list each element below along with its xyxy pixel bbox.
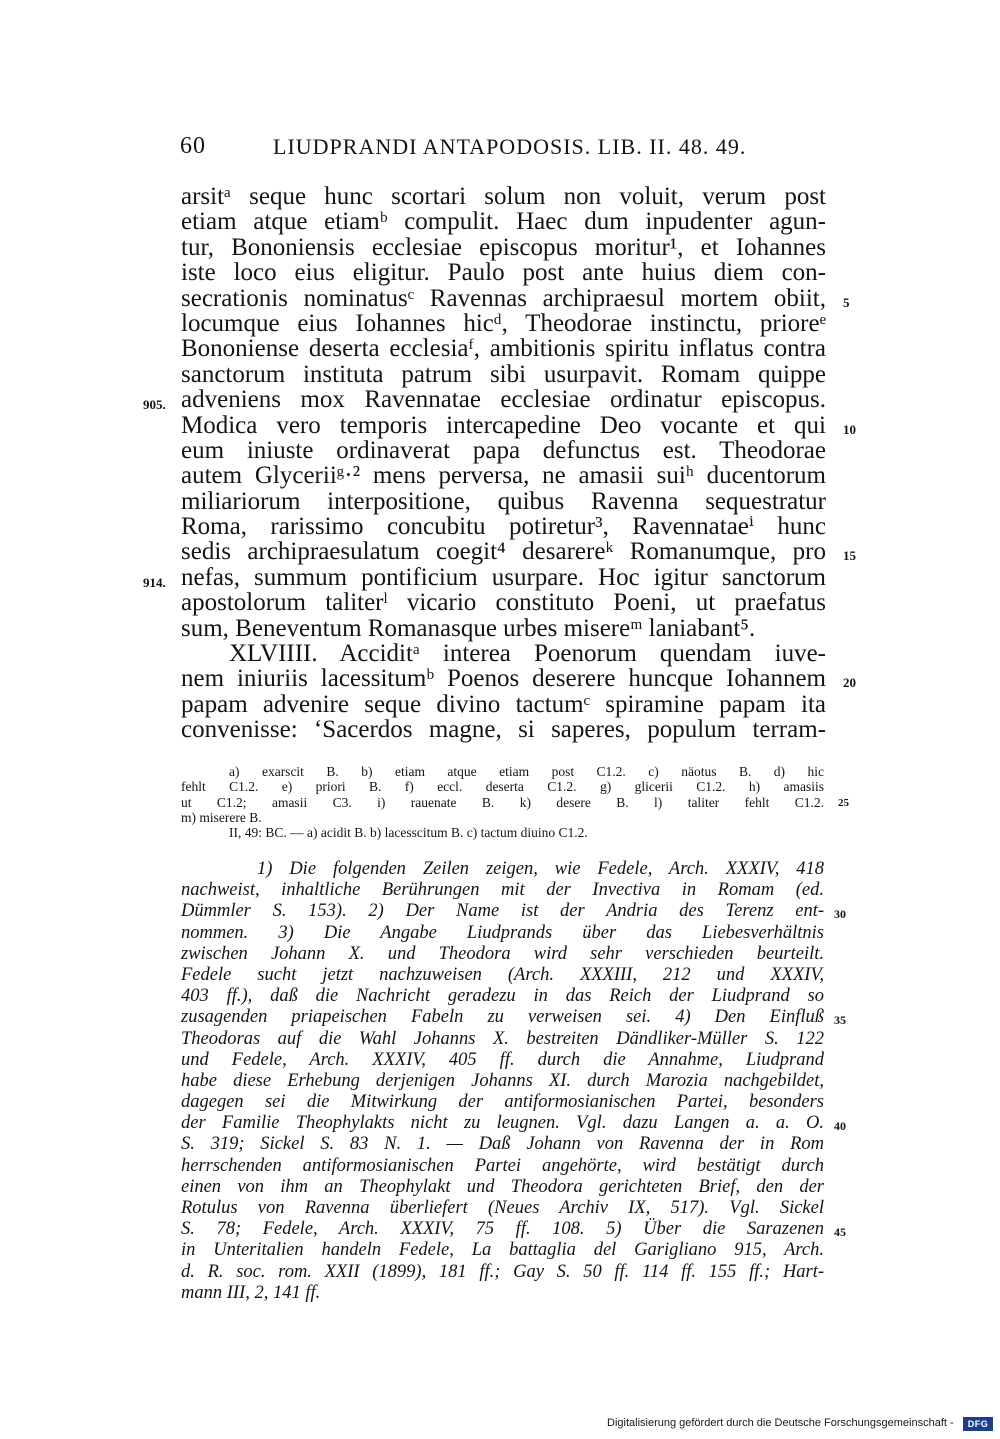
text-line [181,362,826,387]
footnote-line-text: in Unteritalien handeln Fedele, La battaglia del Garigliano 915, Arch. [181,1240,824,1261]
apparatus-line-text: a) exarscit B. b) etiam atque etiam post C1.2. c) näotus B. d) hic [229,764,824,779]
text-line-text: autem Glyceriiᵍ·² mens perversa, ne amasii suiʰ ducentorum [181,462,826,490]
text-line [181,692,826,717]
dfg-logo: DFG [963,1417,993,1431]
digitization-footer [607,1417,995,1433]
apparatus-line-text: fehlt C1.2. e) priori B. f) eccl. deserta C1.2. g) glicerii C1.2. h) amasiis [181,779,824,795]
text-line-text: miliariorum interpositione, quibus Ravenna sequestratur [181,487,826,515]
footnote-line-text: zwischen Johann X. und Theodora wird sehr verschieden beurteilt. [181,943,824,964]
footnote-line-text: einen von ihm an Theophylakt und Theodora gerichteten Brief, den der [181,1176,824,1197]
apparatus-line-text: ut C1.2; amasii C3. i) rauenate B. k) desere B. l) taliter fehlt C1.2. [181,794,824,810]
critical-apparatus [181,764,849,841]
text-line [181,311,826,336]
footnote-line [181,1050,824,1071]
footnote-line [181,965,824,986]
line-number: 10 [843,421,856,437]
footnote-line-text: Fedele sucht jetzt nachzuweisen (Arch. XXXIII, 212 und XXXIV, [181,964,824,985]
footnote-line [181,1113,846,1134]
line-number: 20 [843,675,856,691]
footnote-line [181,1219,846,1240]
text-line [181,438,826,463]
text-line-text: convenisse: ‘Sacerdos magne, si saperes, populum terram- [181,716,826,744]
footnote-line-text: der Familie Theophylakts nicht zu leugnen. Vgl. dazu Langen a. a. O. [181,1113,824,1134]
line-number: 5 [843,294,850,310]
line-number: 35 [834,1013,846,1028]
apparatus-line-text: m) miserere B. [181,809,262,825]
footnote-line [181,1007,846,1028]
footnote-line-text: nachweist, inhaltliche Berührungen mit der Invectiva in Romam (ed. [181,880,824,901]
apparatus-line [181,810,824,825]
footnote-line [181,880,824,901]
apparatus-line [181,794,849,810]
text-line [143,563,826,591]
text-line [181,665,856,693]
footnote-line-text: Dümmler S. 153). 2) Der Name ist der Andria des Terenz ent- [181,901,824,922]
text-line-text: secrationis nominatusᶜ Ravennas archipraesul mortem obiit, [181,284,826,312]
text-line-text: papam advenire seque divino tactumᶜ spiramine papam ita [181,690,826,718]
footnote-line-text: nommen. 3) Die Angabe Liudprands über das Liebesverhältnis [181,922,824,943]
footnote-line-text: mann III, 2, 141 ff. [181,1282,321,1303]
running-title: LIUDPRANDI ANTAPODOSIS. LIB. II. 48. 49. [273,134,747,159]
text-line-text: sanctorum instituta patrum sibi usurpavit. Romam quippe [181,360,826,388]
footnote-line [181,1071,824,1092]
footnote-line-text: Rotulus von Ravenna überliefert (Neues Archiv IX, 517). Vgl. Sickel [181,1198,824,1218]
footnote-line [181,944,824,965]
footnote-line-text: habe diese Erhebung derjenigen Johanns XI. durch Marozia nachgebildet, [181,1070,824,1091]
footnote-line [181,923,824,944]
footnote-line-text: dagegen sei die Mitwirkung der antiformosianischen Partei, besonders [181,1092,824,1113]
footnote-line [181,1198,824,1219]
footnote-line [181,1283,824,1304]
footnote-line [181,1156,824,1177]
footnote-line-text: und Fedele, Arch. XXXIV, 405 ff. durch die Annahme, Liudprand [181,1049,824,1070]
footnote-line-text: Theodoras auf die Wahl Johanns X. bestreiten Dändliker-Müller S. 122 [181,1028,824,1049]
line-number: 25 [838,796,849,809]
text-line-text: locumque eius Iohannes hicᵈ, Theodorae instinctu, prioreᵉ [181,309,826,337]
apparatus-line [181,779,824,794]
footnote-line [181,1240,824,1261]
text-line-text: Bononiense deserta ecclesiaᶠ, ambitionis spiritu inflatus contra [181,335,826,363]
footnote-line-text: 1) Die folgenden Zeilen zeigen, wie Fedele, Arch. XXXIV, 418 [257,859,824,879]
footnote-line-text: S. 319; Sickel S. 83 N. 1. — Daß Johann von Ravenna der in Rom [181,1134,824,1155]
text-line [181,616,826,641]
text-line [181,463,826,488]
text-line-text: eum iniuste ordinaverat papa defunctus est. Theodorae [181,436,826,464]
footnote-line-text: zusagenden priapeischen Fabeln zu verweisen sei. 4) Den Einfluß [181,1007,824,1028]
text-line-text: adveniens mox Ravennatae ecclesiae ordinatur episcopus. [181,386,826,414]
text-line [181,235,826,260]
text-line-text: tur, Bononiensis ecclesiae episcopus moritur¹, et Iohannes [181,233,826,261]
text-line [181,184,826,209]
text-line-text: arsitᵃ seque hunc scortari solum non voluit, verum post [181,183,826,210]
apparatus-line [181,825,824,840]
footnote-line [181,986,824,1007]
text-line [181,538,856,566]
text-line [181,336,826,361]
text-line-text: apostolorum taliterˡ vicario constituto Poeni, ut praefatus [181,589,826,617]
footer-credit: Digitalisierung gefördert durch die Deutsche Forschungsgemeinschaft - [607,1417,954,1429]
footnote-line-text: herrschenden antiformosianischen Partei angehörte, wird bestätigt durch [181,1155,824,1176]
footnote-line-text: 403 ff.), daß die Nachricht geradezu in das Reich der Liudprand so [181,986,824,1007]
footnote-line [181,1262,824,1283]
line-number: 30 [834,907,846,922]
footnotes [181,859,846,1304]
text-line-text: nefas, summum pontificium usurpare. Hoc igitur sanctorum [181,563,826,591]
text-line [181,260,826,285]
text-line-text: sum, Beneventum Romanasque urbes misereᵐ laniabant⁵. [181,614,756,642]
text-line-text: etiam atque etiamᵇ compulit. Haec dum inpudenter agun- [181,208,826,236]
footnote-line [181,1092,824,1113]
year-marker: 905. [143,397,166,413]
apparatus-line [181,764,824,779]
text-line-text: iste loco eius eligitur. Paulo post ante huius diem con- [181,259,826,287]
text-line [181,209,826,234]
footnote-line [181,1177,824,1198]
text-line-text: XLVIIII. Acciditᵃ interea Poenorum quendam iuve- [229,640,826,668]
text-line-text: sedis archipraesulatum coegit⁴ desarereᵏ Romanumque, pro [181,538,826,566]
text-line [143,386,826,414]
line-number: 40 [834,1119,846,1134]
text-line [181,590,826,615]
text-line-text: Modica vero temporis intercapedine Deo vocante et qui [181,411,826,439]
footnote-line [181,1029,824,1050]
page-number: 60 [180,133,206,159]
text-line-text: Roma, rarissimo concubitu potiretur³, Ravennataeⁱ hunc [181,513,826,541]
footnote-line-text: S. 78; Fedele, Arch. XXXIV, 75 ff. 108. 5) Über die Sarazenen [181,1219,824,1240]
text-line [181,641,826,666]
text-line-text: nem iniuriis lacessitumᵇ Poenos deserere huncque Iohannem [181,665,826,693]
main-text [143,183,856,744]
page-header [180,133,820,167]
text-line [181,514,826,539]
apparatus-line-text: II, 49: BC. — a) acidit B. b) lacesscitum B. c) tactum diuino C1.2. [229,825,588,841]
year-marker: 914. [143,574,166,590]
footnote-line [181,901,846,922]
footnote-line [181,859,824,880]
text-line [181,284,850,312]
footnote-line-text: d. R. soc. rom. XXII (1899), 181 ff.; Gay S. 50 ff. 114 ff. 155 ff.; Hart- [181,1261,824,1282]
text-line [181,717,826,742]
footnote-line [181,1134,824,1155]
line-number: 15 [843,548,856,564]
line-number: 45 [834,1225,846,1240]
text-line [181,489,826,514]
text-line [181,411,856,439]
